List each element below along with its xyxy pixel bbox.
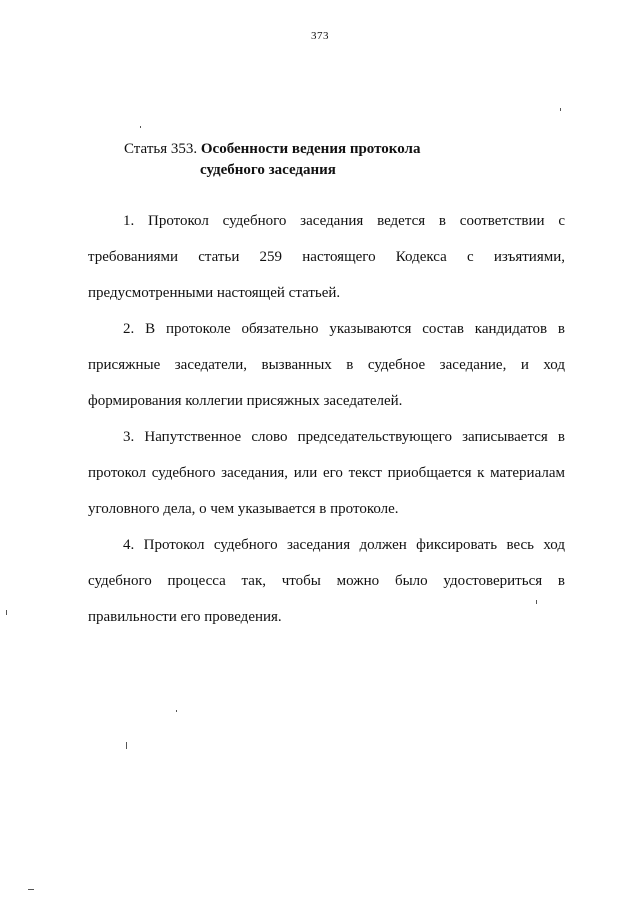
paragraph-2-line-3: формирования коллегии присяжных заседателей. [88,393,403,409]
scan-speck [536,600,537,604]
paragraph-1-line-3: предусмотренными настоящей статьей. [88,285,341,301]
scan-speck [140,126,141,128]
paragraph-3-line-2: протокол судебного заседания, или его текст приобщается к материалам [88,465,565,481]
paragraph-3-line-1: 3. Напутственное слово председательствующего записывается в [123,429,565,445]
paragraph-3 [88,419,565,527]
paragraph-3-line-3: уголовного дела, о чем указывается в протоколе. [88,501,399,517]
paragraph-2 [88,311,565,419]
article-label: Статья 353. [124,141,198,157]
scan-speck [560,108,561,111]
paragraph-4-line-1: 4. Протокол судебного заседания должен фиксировать весь ход [123,537,565,553]
article-title-line-1: Особенности ведения протокола [200,141,421,157]
article-heading [124,139,420,181]
article-title-line-2: судебного заседания [200,162,336,178]
page-number: 373 [311,30,329,42]
paragraph-1-line-2: требованиями статьи 259 настоящего Кодекса с изъятиями, [88,249,565,265]
paragraph-1-line-1: 1. Протокол судебного заседания ведется в соответствии с [123,213,565,229]
scan-speck [176,710,177,712]
paragraph-2-line-1: 2. В протоколе обязательно указываются состав кандидатов в [123,321,565,337]
paragraph-4 [88,527,565,635]
paragraph-2-line-2: присяжные заседатели, вызванных в судебное заседание, и ход [88,357,565,373]
paragraph-4-line-3: правильности его проведения. [88,609,282,625]
scan-speck [126,742,127,749]
scan-speck [28,889,34,890]
paragraph-4-line-2: судебного процесса так, чтобы можно было удостовериться в [88,573,565,589]
scan-speck [6,610,7,615]
paragraph-1 [88,203,565,311]
